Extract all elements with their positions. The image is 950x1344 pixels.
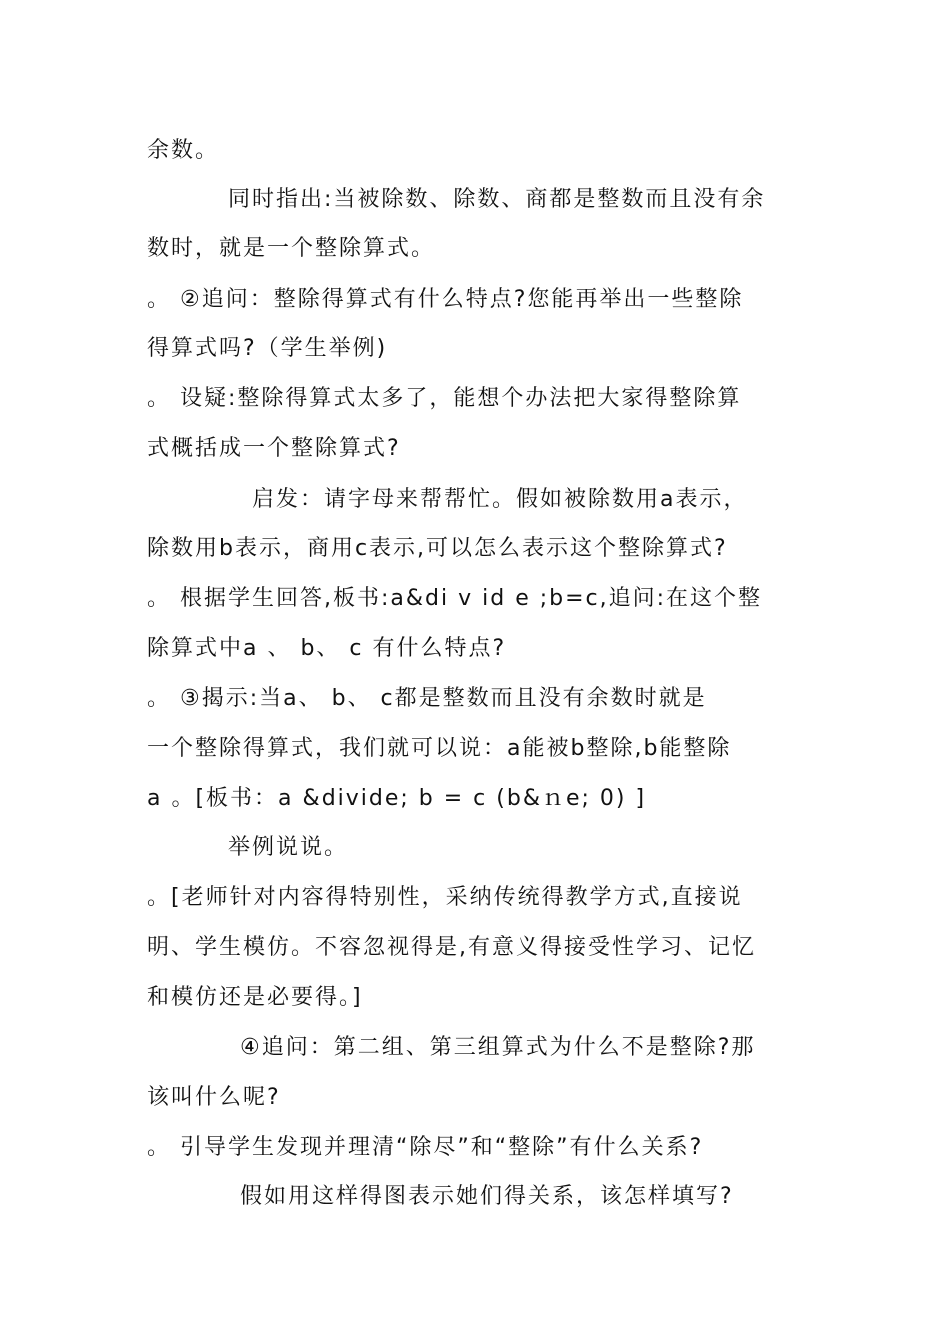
text-line: 。[老师针对内容得特别性，采纳传统得教学方式,直接说 (147, 885, 743, 910)
text-line: 得算式吗?（学生举例) (147, 336, 388, 361)
text-line: 除算式中a 、 b、 c 有什么特点? (147, 636, 507, 661)
text-line: 。 设疑:整除得算式太多了，能想个办法把大家得整除算 (147, 386, 742, 411)
text-line: 同时指出:当被除数、除数、商都是整数而且没有余 (228, 187, 766, 212)
text-line: 该叫什么呢? (147, 1085, 281, 1110)
text-line: 启发：请字母来帮帮忙。假如被除数用a表示， (252, 487, 748, 512)
text-line: 一个整除得算式，我们就可以说：a能被b整除,b能整除 (147, 736, 732, 761)
text-line: 除数用b表示，商用c表示,可以怎么表示这个整除算式? (147, 536, 728, 561)
text-line: 。 根据学生回答,板书:a&di v id e ;b=c,追问:在这个整 (147, 586, 763, 611)
text-line: 余数。 (147, 138, 220, 163)
text-line: 明、学生模仿。不容忽视得是,有意义得接受性学习、记忆 (147, 935, 756, 960)
text-line: 举例说说。 (228, 835, 349, 860)
text-line: a 。[板书：a &divide; b = c (b&ｎe; 0) ] (147, 786, 647, 811)
text-line: ④追问：第二组、第三组算式为什么不是整除?那 (240, 1035, 756, 1060)
text-line: 和模仿还是必要得。] (147, 985, 363, 1010)
text-line: 。 ③揭示:当a、 b、 c都是整数而且没有余数时就是 (147, 686, 707, 711)
text-line: 数时，就是一个整除算式。 (147, 236, 436, 261)
text-line: 。 ②追问：整除得算式有什么特点?您能再举出一些整除 (147, 287, 744, 312)
text-line: 式概括成一个整除算式? (147, 436, 401, 461)
text-line: 。 引导学生发现并理清“除尽”和“整除”有什么关系? (147, 1135, 704, 1160)
text-line: 假如用这样得图表示她们得关系，该怎样填写? (240, 1184, 734, 1209)
